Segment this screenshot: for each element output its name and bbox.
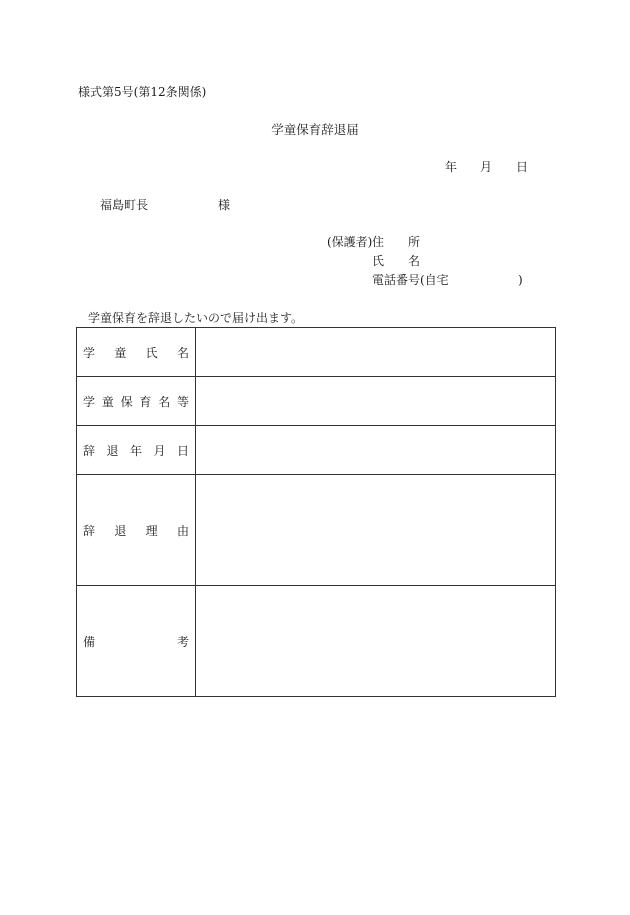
label-char: 理 <box>145 523 158 538</box>
label-char: 童 <box>114 345 127 360</box>
date-day-label: 日 <box>516 160 529 174</box>
label-char: 等 <box>176 394 189 409</box>
label-char: 名 <box>176 345 189 360</box>
form-number: 様式第5号(第12条関係) <box>78 85 207 99</box>
guardian-label: (保護者) <box>327 235 373 249</box>
table-row <box>77 426 556 475</box>
date-year-label: 年 <box>445 160 458 174</box>
label-char: 育 <box>139 394 152 409</box>
table-row <box>77 328 556 377</box>
name-label-char: 氏 <box>372 254 385 268</box>
form-table <box>76 327 556 697</box>
form-title: 学童保育辞退届 <box>271 122 359 137</box>
phone-label: 電話番号(自宅 <box>372 273 449 287</box>
label-char: 学 <box>83 394 96 409</box>
label-char: 備 <box>83 634 96 649</box>
label-char: 月 <box>153 443 166 458</box>
label-char: 由 <box>176 523 189 538</box>
intro-text: 学童保育を辞退したいので届け出ます。 <box>88 311 304 325</box>
phone-close-paren: ) <box>518 273 523 287</box>
program-name-field[interactable] <box>196 377 556 426</box>
label-char: 保 <box>120 394 133 409</box>
row-label-withdrawal-reason <box>77 475 196 586</box>
label-char: 辞 <box>83 523 96 538</box>
label-char: 童 <box>101 394 114 409</box>
table-row <box>77 475 556 586</box>
table-row <box>77 586 556 697</box>
recipient-honorific: 様 <box>218 198 231 212</box>
withdrawal-date-field[interactable] <box>196 426 556 475</box>
name-label-char: 名 <box>407 254 420 268</box>
label-char: 年 <box>129 443 142 458</box>
label-char: 考 <box>176 634 189 649</box>
row-label-withdrawal-date <box>77 426 196 475</box>
label-char: 日 <box>176 443 189 458</box>
row-label-remarks <box>77 586 196 697</box>
child-name-field[interactable] <box>196 328 556 377</box>
row-label-program-name <box>77 377 196 426</box>
label-char: 名 <box>158 394 171 409</box>
address-label <box>372 236 420 248</box>
label-char: 退 <box>114 523 127 538</box>
label-char: 辞 <box>83 443 96 458</box>
withdrawal-reason-field[interactable] <box>196 475 556 586</box>
date-month-label: 月 <box>480 160 493 174</box>
label-char: 氏 <box>145 345 158 360</box>
name-label <box>372 255 420 267</box>
recipient-name: 福島町長 <box>100 198 149 212</box>
table-row <box>77 377 556 426</box>
row-label-child-name <box>77 328 196 377</box>
label-char: 退 <box>106 443 119 458</box>
remarks-field[interactable] <box>196 586 556 697</box>
address-label-char: 住 <box>372 235 385 249</box>
address-label-char: 所 <box>407 235 420 249</box>
label-char: 学 <box>83 345 96 360</box>
